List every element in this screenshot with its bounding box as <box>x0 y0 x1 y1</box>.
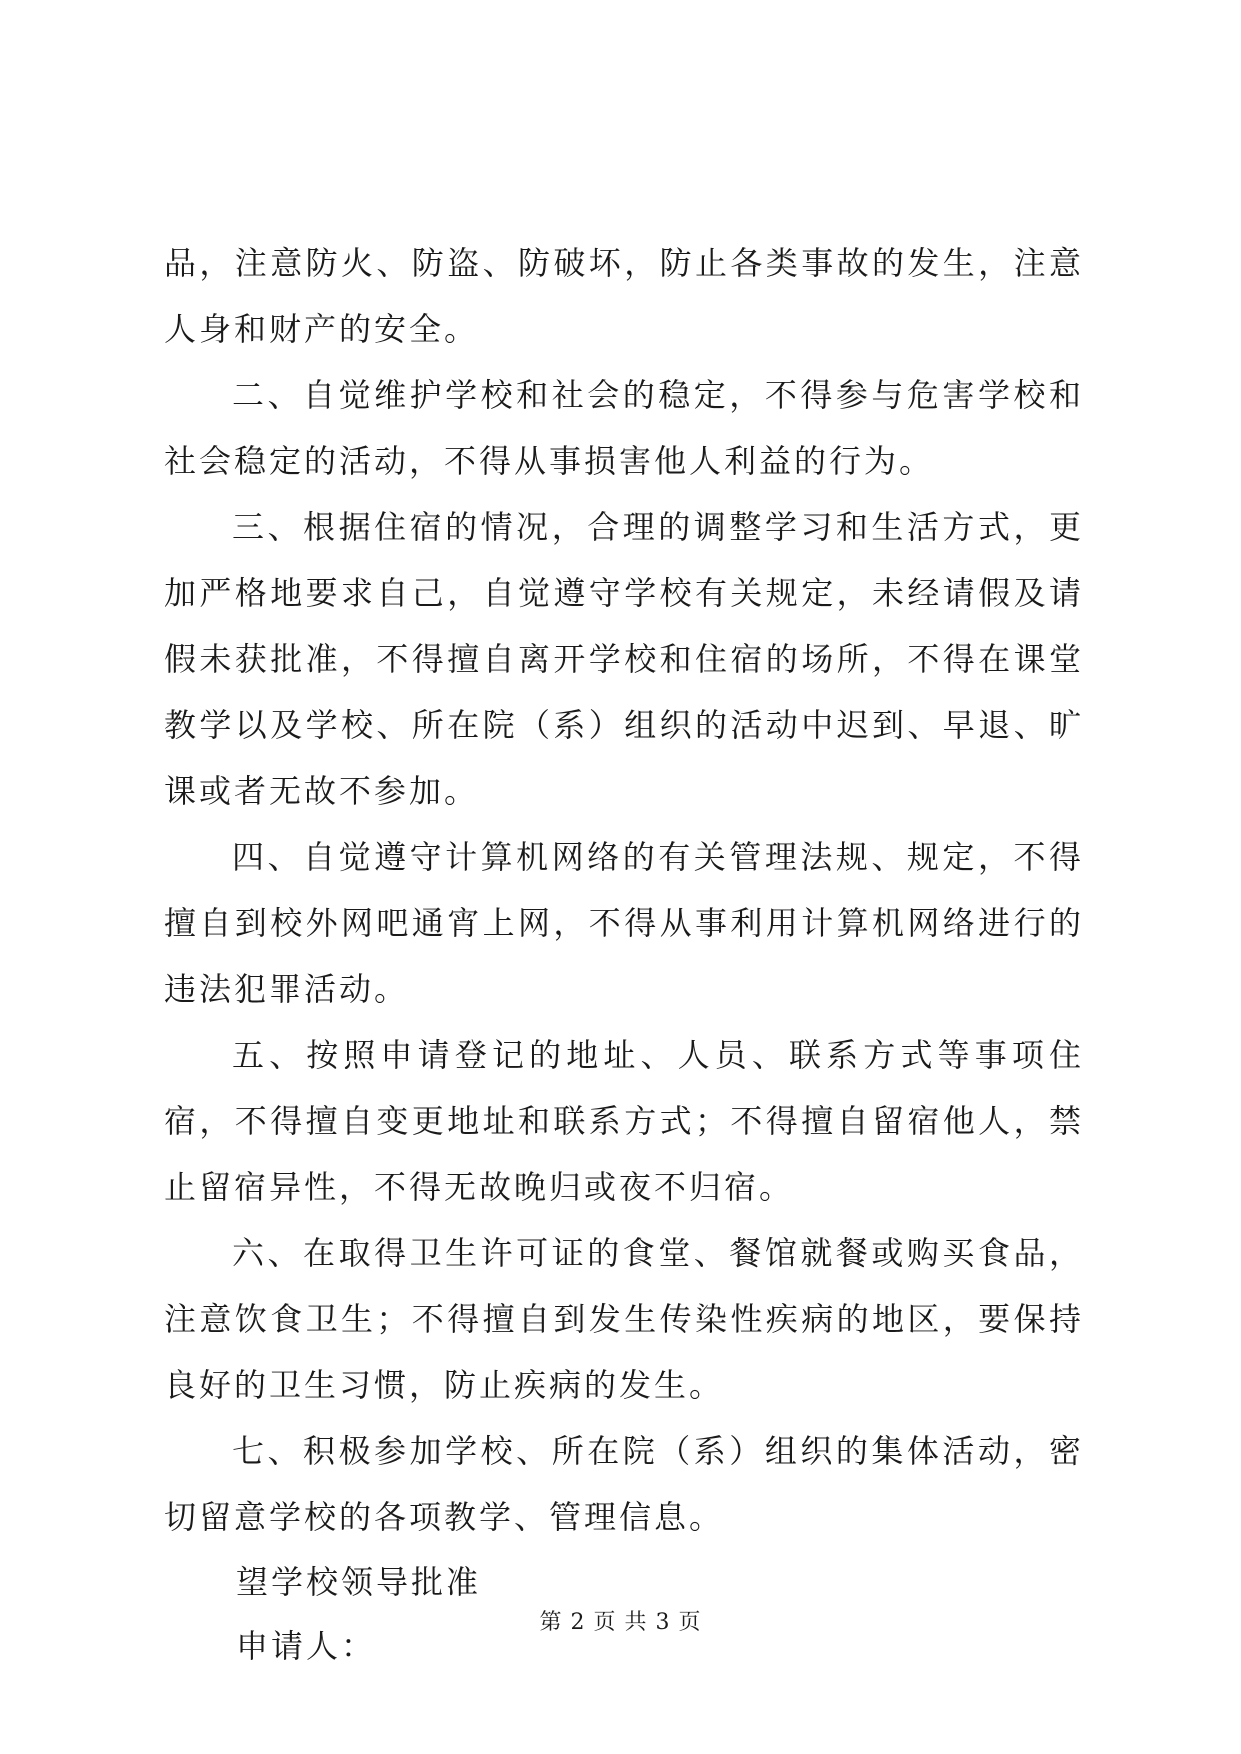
paragraph-item-5: 五、按照申请登记的地址、人员、联系方式等事项住宿，不得擅自变更地址和联系方式；不得擅自留宿他人，禁止留宿异性，不得无故晚归或夜不归宿。 <box>164 1036 1084 1206</box>
page-footer: 第 2 页 共 3 页 <box>539 1610 702 1635</box>
closing-request: 望学校领导批准 <box>236 1563 482 1601</box>
paragraph-item-3: 三、根据住宿的情况，合理的调整学习和生活方式，更加严格地要求自己，自觉遵守学校有关规定，未经请假及请假未获批准，不得擅自离开学校和住宿的场所，不得在课堂教学以及学校、所在院（系）组织的活动中迟到、早退、旷课或者无故不参加。 <box>164 508 1084 810</box>
paragraph-item-4: 四、自觉遵守计算机网络的有关管理法规、规定，不得擅自到校外网吧通宵上网，不得从事利用计算机网络进行的违法犯罪活动。 <box>164 838 1084 1008</box>
paragraph-continuation: 品，注意防火、防盗、防破坏，防止各类事故的发生，注意人身和财产的安全。 <box>164 244 1084 348</box>
paragraph-item-7: 七、积极参加学校、所在院（系）组织的集体活动，密切留意学校的各项教学、管理信息。 <box>164 1432 1084 1536</box>
document-body <box>164 230 1084 1678</box>
paragraph-item-2: 二、自觉维护学校和社会的稳定，不得参与危害学校和社会稳定的活动，不得从事损害他人利益的行为。 <box>164 376 1084 480</box>
paragraph-item-6: 六、在取得卫生许可证的食堂、餐馆就餐或购买食品，注意饮食卫生；不得擅自到发生传染性疾病的地区，要保持良好的卫生习惯，防止疾病的发生。 <box>164 1234 1084 1404</box>
applicant-label: 申请人： <box>236 1627 377 1665</box>
